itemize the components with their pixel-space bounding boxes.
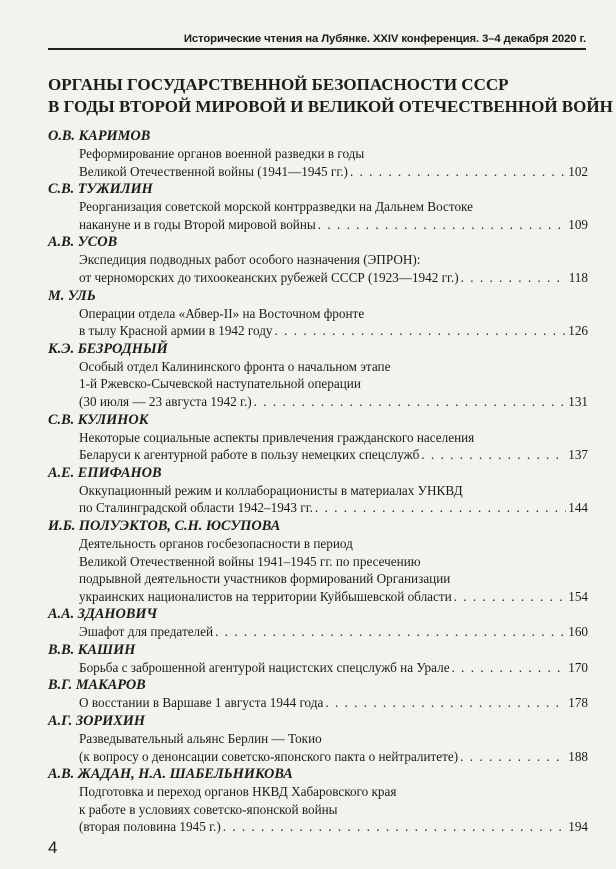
entry-title-line [79,375,588,393]
entry-title-line [79,216,588,234]
entry-title-line [79,588,588,606]
entry-title-line [79,623,588,641]
entry-title [48,429,588,464]
entry-title-text: Особый отдел Калининского фронта о начальном этапе [79,358,391,374]
entry-title [48,145,588,180]
toc-entry [48,411,588,464]
toc-entry [48,180,588,233]
entry-title-text: Некоторые социальные аспекты привлечения гражданского населения [79,429,475,445]
entry-title-text: (вторая половина 1945 г.) [79,819,221,835]
entry-page-number: 131 [568,393,588,409]
entry-title-line [79,694,588,712]
entry-page-number: 118 [568,269,588,285]
dot-leader [223,818,567,836]
entry-title-text: Беларуси к агентурной работе в пользу немецких спецслужб [79,447,420,463]
entry-author: К.Э. БЕЗРОДНЫЙ [48,340,168,357]
entry-author: И.Б. ПОЛУЭКТОВ, С.Н. ЮСУПОВА [48,517,281,534]
toc-entry [48,712,588,765]
entry-title-text: Разведывательный альянс Берлин — Токио [79,731,322,747]
dot-leader [275,322,567,340]
entry-page-number: 170 [568,659,588,675]
entry-title-line [79,535,588,553]
entry-title-line [79,818,588,836]
entry-page-number: 126 [568,323,588,339]
entry-page-number: 137 [568,447,588,463]
entry-title-line [79,783,588,801]
entry-title-text: Борьба с заброшенной агентурой нацистских спецслужб на Урале [79,659,450,675]
toc-entry [48,641,588,677]
dot-leader [254,393,567,411]
dot-leader [215,623,566,641]
dot-leader [421,446,566,464]
entry-title [48,535,588,605]
toc-entry [48,517,588,605]
entry-title-line [79,163,588,181]
entry-title-text: Великой Отечественной войны (1941—1945 гг.) [79,163,348,179]
entry-author: С.В. ТУЖИЛИН [48,181,153,198]
entry-title [48,482,588,517]
entry-title-line [79,730,588,748]
entry-page-number: 188 [568,748,588,764]
entry-title-line [79,499,588,517]
entry-title-text: по Сталинградской области 1942–1943 гг. [79,500,313,516]
toc-entry [48,127,588,180]
entry-title-line [79,198,588,216]
entry-title-text: О восстании в Варшаве 1 августа 1944 года [79,695,324,711]
entry-title-line [79,429,588,447]
dot-leader [315,499,566,517]
entry-title-line [79,446,588,464]
entry-title-line [79,269,588,287]
dot-leader [350,163,566,181]
entry-title-text: Реформирование органов военной разведки в годы [79,146,365,161]
entry-title-text: Подготовка и переход органов НКВД Хабаровского края [79,784,397,800]
entry-page-number: 154 [568,588,588,604]
section-title-line: ОРГАНЫ ГОСУДАРСТВЕННОЙ БЕЗОПАСНОСТИ СССР [48,75,509,94]
entry-title [48,659,588,677]
entry-title-text: от черноморских до тихоокеанских рубежей СССР (1923—1942 гг.) [79,269,459,285]
dot-leader [454,588,567,606]
dot-leader [452,659,567,677]
running-header: Исторические чтения на Лубянке. XXIV конференция. 3–4 декабря 2020 г. [48,33,586,50]
entry-title-line [79,748,588,766]
entry-author: А.Г. ЗОРИХИН [48,713,146,730]
entry-author: А.А. ЗДАНОВИЧ [48,606,158,623]
entry-title-line [79,251,588,269]
section-title-line: В ГОДЫ ВТОРОЙ МИРОВОЙ И ВЕЛИКОЙ ОТЕЧЕСТВЕННОЙ ВОЙН [48,97,613,116]
toc-entry [48,676,588,712]
entry-title-line [79,145,588,163]
entry-author: А.Е. ЕПИФАНОВ [48,464,162,481]
toc-entry [48,765,588,836]
entry-page-number: 160 [568,624,588,640]
entry-title-text: Реорганизация советской морской контрразведки на Дальнем Востоке [79,199,473,215]
entry-title [48,694,588,712]
entry-title-text: Экспедиция подводных работ особого назначения (ЭПРОН): [79,252,421,268]
toc-entry [48,605,588,641]
entry-title [48,358,588,411]
section-title [48,74,613,118]
entry-title-line [79,553,588,571]
entry-title-line [79,801,588,819]
dot-leader [461,269,567,287]
entry-title-text: Деятельность органов госбезопасности в период [79,535,353,551]
dot-leader [325,694,566,712]
entry-page-number: 194 [568,819,588,835]
entry-author: М. УЛЬ [48,287,96,304]
entry-title-text: (30 июля — 23 августа 1942 г.) [79,393,252,409]
entry-title [48,730,588,765]
entry-title [48,305,588,340]
table-of-contents [48,127,588,836]
toc-entry [48,340,588,411]
entry-author: О.В. КАРИМОВ [48,128,151,144]
entry-title-text: украинских националистов на территории Куйбышевской области [79,588,452,604]
entry-title-line [79,570,588,588]
entry-title-line [79,482,588,500]
entry-title [48,783,588,836]
dot-leader [318,216,566,234]
entry-title-line [79,305,588,323]
entry-title [48,623,588,641]
toc-entry [48,233,588,286]
entry-title-line [79,322,588,340]
entry-page-number: 144 [568,500,588,516]
entry-title-text: в тылу Красной армии в 1942 году [79,323,273,339]
entry-page-number: 109 [568,216,588,232]
entry-author: С.В. КУЛИНОК [48,411,149,428]
toc-entry [48,287,588,340]
entry-title-text: Эшафот для предателей [79,624,214,640]
entry-title-text: к работе в условиях советско-японской войны [79,801,338,817]
page-number: 4 [48,838,58,857]
entry-title-text: (к вопросу о денонсации советско-японского пакта о нейтралитете) [79,748,459,764]
entry-title [48,198,588,233]
entry-page-number: 102 [568,163,588,179]
entry-title-line [79,393,588,411]
entry-author: А.В. ЖАДАН, Н.А. ШАБЕЛЬНИКОВА [48,766,293,783]
entry-title-text: Операции отдела «Абвер-II» на Восточном фронте [79,305,365,321]
entry-title-text: 1-й Ржевско-Сычевской наступательной операции [79,376,361,392]
entry-title-text: Оккупационный режим и коллаборационисты в материалах УНКВД [79,482,463,498]
entry-page-number: 178 [568,695,588,711]
entry-title [48,251,588,286]
dot-leader [460,748,566,766]
entry-title-text: подрывной деятельности участников формирований Организации [79,571,451,587]
entry-title-line [79,659,588,677]
entry-title-line [79,358,588,376]
entry-title-text: Великой Отечественной войны 1941–1945 гг. по пресечению [79,553,421,569]
entry-author: В.В. КАШИН [48,641,136,658]
toc-entry [48,464,588,517]
entry-title-text: накануне и в годы Второй мировой войны [79,216,316,232]
entry-author: А.В. УСОВ [48,234,118,251]
entry-author: В.Г. МАКАРОВ [48,677,146,694]
